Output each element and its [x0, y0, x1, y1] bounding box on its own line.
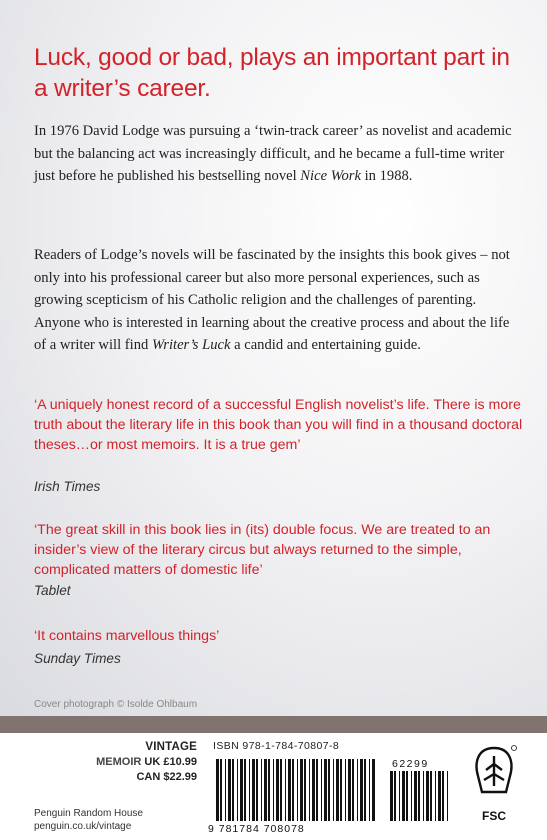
publisher-panel: [0, 733, 547, 840]
publisher-website: penguin.co.uk/vintage: [34, 821, 132, 832]
paragraph-1-text: In 1976 David Lodge was pursuing a ‘twin-track career’ as novelist and academic but the balancing act was increasingly difficult, and he became a full-time writer just before he published his bestselling novel: [34, 123, 512, 184]
review-quote-1: ‘A uniquely honest record of a successful English novelist’s life. There is more truth about the literary life in this book than you will find in a thousand doctoral theses…or most memoirs. It is a true gem’: [34, 397, 523, 453]
photo-credit: Cover photograph © Isolde Ohlbaum: [34, 699, 198, 710]
barcode-digits: 9 781784 708078: [208, 823, 305, 835]
publisher-house: Penguin Random House: [34, 808, 143, 819]
barcode-addon-digits: 62299: [392, 758, 429, 770]
review-source-2: Tablet: [34, 583, 71, 598]
publisher-info: [34, 807, 143, 833]
genre-price-line: [96, 756, 197, 768]
fsc-label: FSC: [482, 809, 506, 823]
imprint-name: VINTAGE: [145, 741, 197, 753]
paragraph-2-end: a candid and entertaining guide.: [230, 337, 421, 353]
paragraph-1-title: Nice Work: [300, 168, 361, 184]
fsc-tree-icon: [470, 742, 518, 804]
price-uk: UK £10.99: [144, 756, 197, 768]
description-paragraph-2: [34, 244, 524, 357]
genre-label: MEMOIR: [96, 756, 142, 768]
description-paragraph-1: [34, 120, 524, 188]
paragraph-2-title: Writer’s Luck: [151, 337, 231, 353]
price-can: CAN $22.99: [136, 771, 197, 783]
color-band: [0, 716, 547, 733]
review-quote-2: ‘The great skill in this book lies in (its) double focus. We are treated to an insider’s view of the literary circus but always returned to the simple, complicated matters of domestic life’: [34, 522, 491, 578]
paragraph-2-text: Readers of Lodge’s novels will be fascinated by the insights this book gives – not only into his professional career but also more personal experiences, such as growing scepticism of his Catholic religion and the challenges of parenting. Anyone who is interested in learning about the creative process and about the life of a writer will find: [34, 247, 510, 353]
isbn-label: ISBN 978-1-784-70807-8: [213, 740, 340, 752]
review-source-3: Sunday Times: [34, 651, 121, 666]
isbn-barcode: [204, 755, 454, 835]
review-quote-3: ‘It contains marvellous things’: [34, 628, 220, 644]
review-source-1: Irish Times: [34, 479, 101, 494]
paragraph-1-end: in 1988.: [360, 168, 413, 184]
headline: Luck, good or bad, plays an important part in a writer’s career.: [34, 44, 510, 102]
